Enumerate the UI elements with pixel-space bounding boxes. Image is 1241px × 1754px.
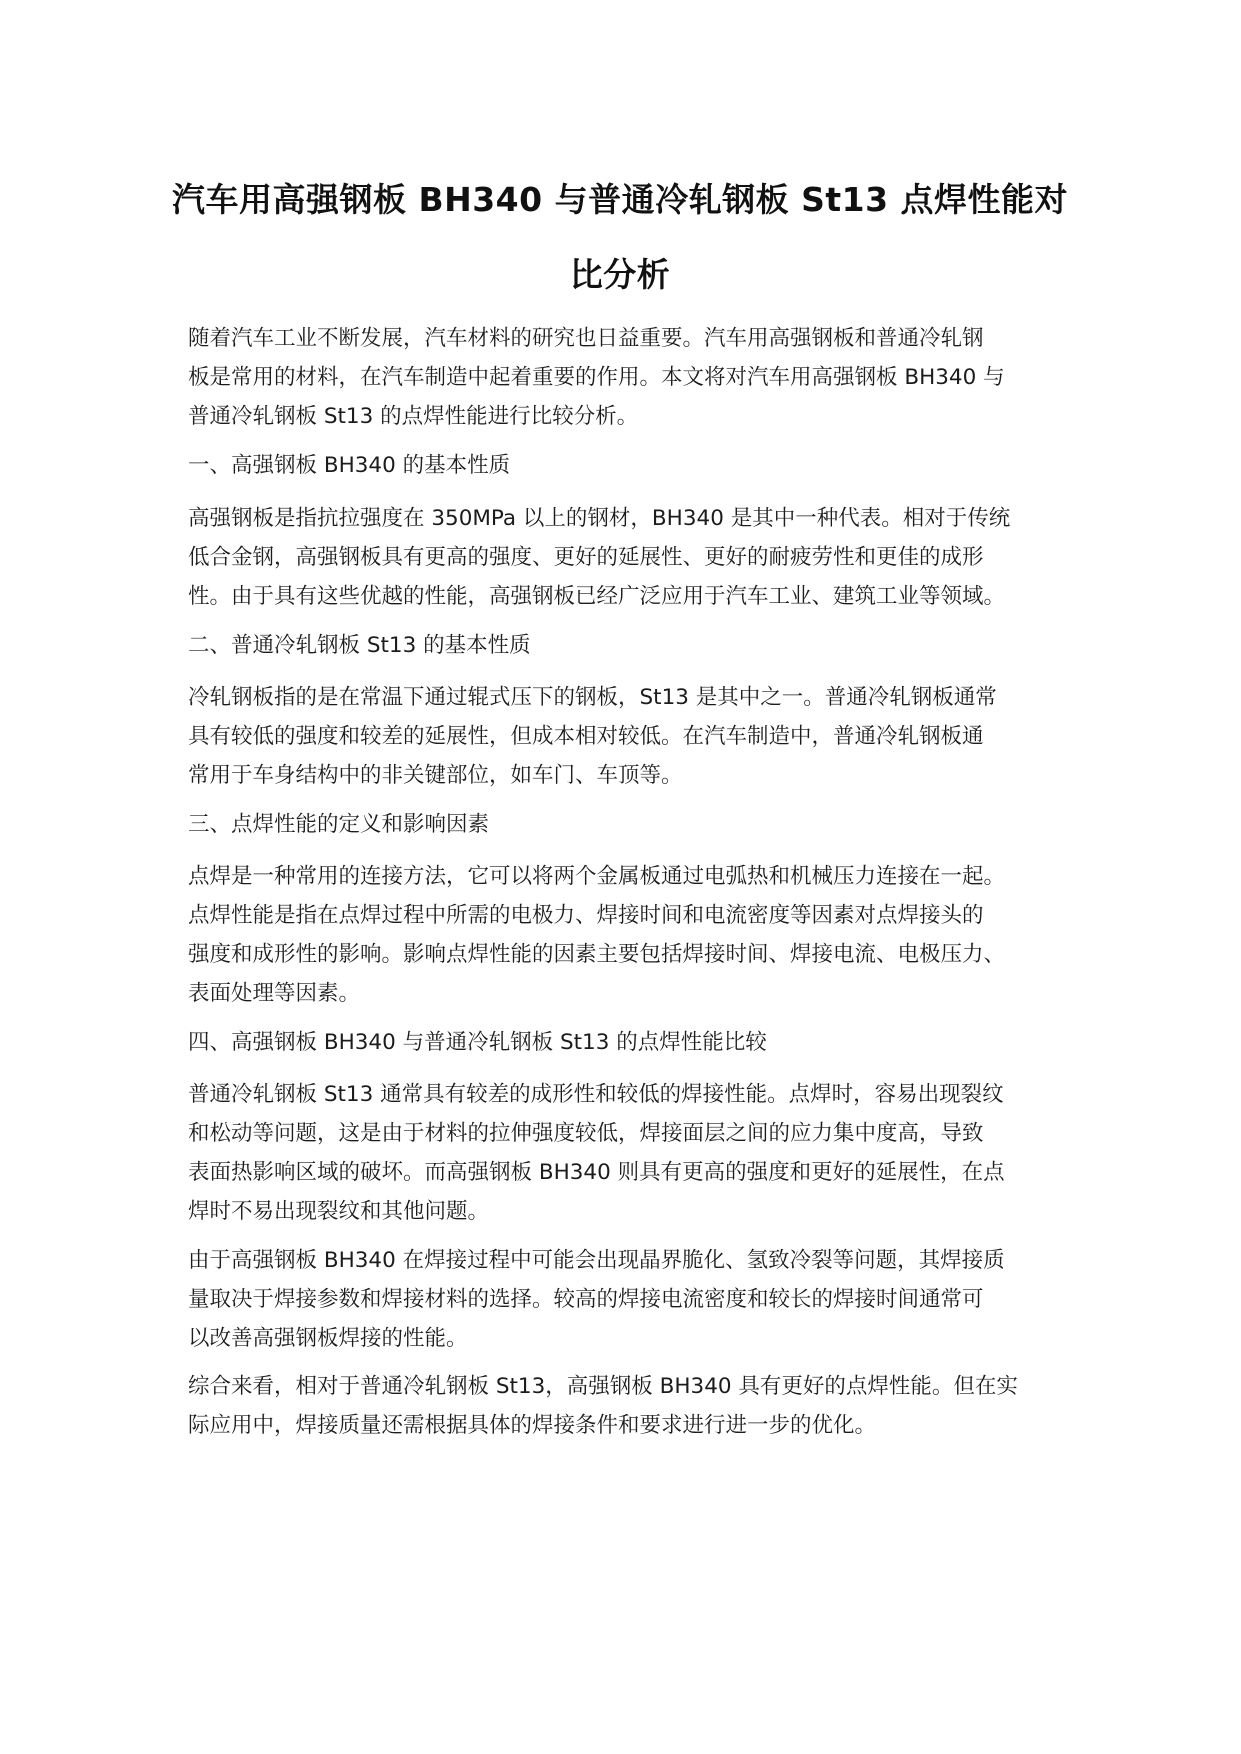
- paragraph-line: 综合来看，相对于普通冷轧钢板 St13，高强钢板 BH340 具有更好的点焊性能。但在实: [188, 1374, 1018, 1399]
- section-heading-4: 四、高强钢板 BH340 与普通冷轧钢板 St13 的点焊性能比较: [188, 1030, 767, 1055]
- intro-paragraph: [188, 319, 1088, 436]
- paragraph-line: 低合金钢，高强钢板具有更高的强度、更好的延展性、更好的耐疲劳性和更佳的成形: [188, 545, 984, 570]
- paragraph-line: 常用于车身结构中的非关键部位，如车门、车顶等。: [188, 763, 683, 788]
- section-4-paragraph-3: [188, 1367, 1088, 1445]
- paragraph-line: 板是常用的材料，在汽车制造中起着重要的作用。本文将对汽车用高强钢板 BH340 与: [188, 365, 1005, 390]
- paragraph-line: 点焊性能是指在点焊过程中所需的电极力、焊接时间和电流密度等因素对点焊接头的: [188, 903, 984, 928]
- paragraph-line: 点焊是一种常用的连接方法，它可以将两个金属板通过电弧热和机械压力连接在一起。: [188, 864, 1006, 889]
- section-4-paragraph-2: [188, 1241, 1088, 1358]
- document-title-line-2: 比分析: [569, 255, 671, 294]
- paragraph-line: 普通冷轧钢板 St13 的点焊性能进行比较分析。: [188, 404, 639, 429]
- paragraph-line: 随着汽车工业不断发展，汽车材料的研究也日益重要。汽车用高强钢板和普通冷轧钢: [188, 326, 984, 351]
- section-heading-3: 三、点焊性能的定义和影响因素: [188, 812, 490, 837]
- paragraph-line: 焊时不易出现裂纹和其他问题。: [188, 1199, 490, 1224]
- section-heading-2: 二、普通冷轧钢板 St13 的基本性质: [188, 633, 531, 658]
- section-2-paragraph: [188, 678, 1088, 795]
- paragraph-line: 冷轧钢板指的是在常温下通过辊式压下的钢板，St13 是其中之一。普通冷轧钢板通常: [188, 685, 997, 710]
- paragraph-line: 表面处理等因素。: [188, 981, 361, 1006]
- paragraph-line: 以改善高强钢板焊接的性能。: [188, 1326, 468, 1351]
- paragraph-line: 普通冷轧钢板 St13 通常具有较差的成形性和较低的焊接性能。点焊时，容易出现裂纹: [188, 1082, 1004, 1107]
- paragraph-line: 表面热影响区域的破坏。而高强钢板 BH340 则具有更高的强度和更好的延展性，在点: [188, 1160, 1005, 1185]
- section-3-paragraph: [188, 857, 1088, 1013]
- section-4-paragraph-1: [188, 1075, 1088, 1231]
- paragraph-line: 性。由于具有这些优越的性能，高强钢板已经广泛应用于汽车工业、建筑工业等领域。: [188, 584, 1006, 609]
- document-title-line-1: 汽车用高强钢板 BH340 与普通冷轧钢板 St13 点焊性能对: [171, 180, 1069, 219]
- paragraph-line: 具有较低的强度和较差的延展性，但成本相对较低。在汽车制造中，普通冷轧钢板通: [188, 724, 984, 749]
- paragraph-line: 和松动等问题，这是由于材料的拉伸强度较低，焊接面层之间的应力集中度高，导致: [188, 1121, 984, 1146]
- paragraph-line: 由于高强钢板 BH340 在焊接过程中可能会出现晶界脆化、氢致冷裂等问题，其焊接质: [188, 1248, 1005, 1273]
- section-heading-1: 一、高强钢板 BH340 的基本性质: [188, 453, 511, 478]
- section-1-paragraph: [188, 499, 1088, 616]
- paragraph-line: 际应用中，焊接质量还需根据具体的焊接条件和要求进行进一步的优化。: [188, 1413, 877, 1438]
- paragraph-line: 量取决于焊接参数和焊接材料的选择。较高的焊接电流密度和较长的焊接时间通常可: [188, 1287, 984, 1312]
- paragraph-line: 高强钢板是指抗拉强度在 350MPa 以上的钢材，BH340 是其中一种代表。相对于传统: [188, 506, 1011, 531]
- paragraph-line: 强度和成形性的影响。影响点焊性能的因素主要包括焊接时间、焊接电流、电极压力、: [188, 942, 1006, 967]
